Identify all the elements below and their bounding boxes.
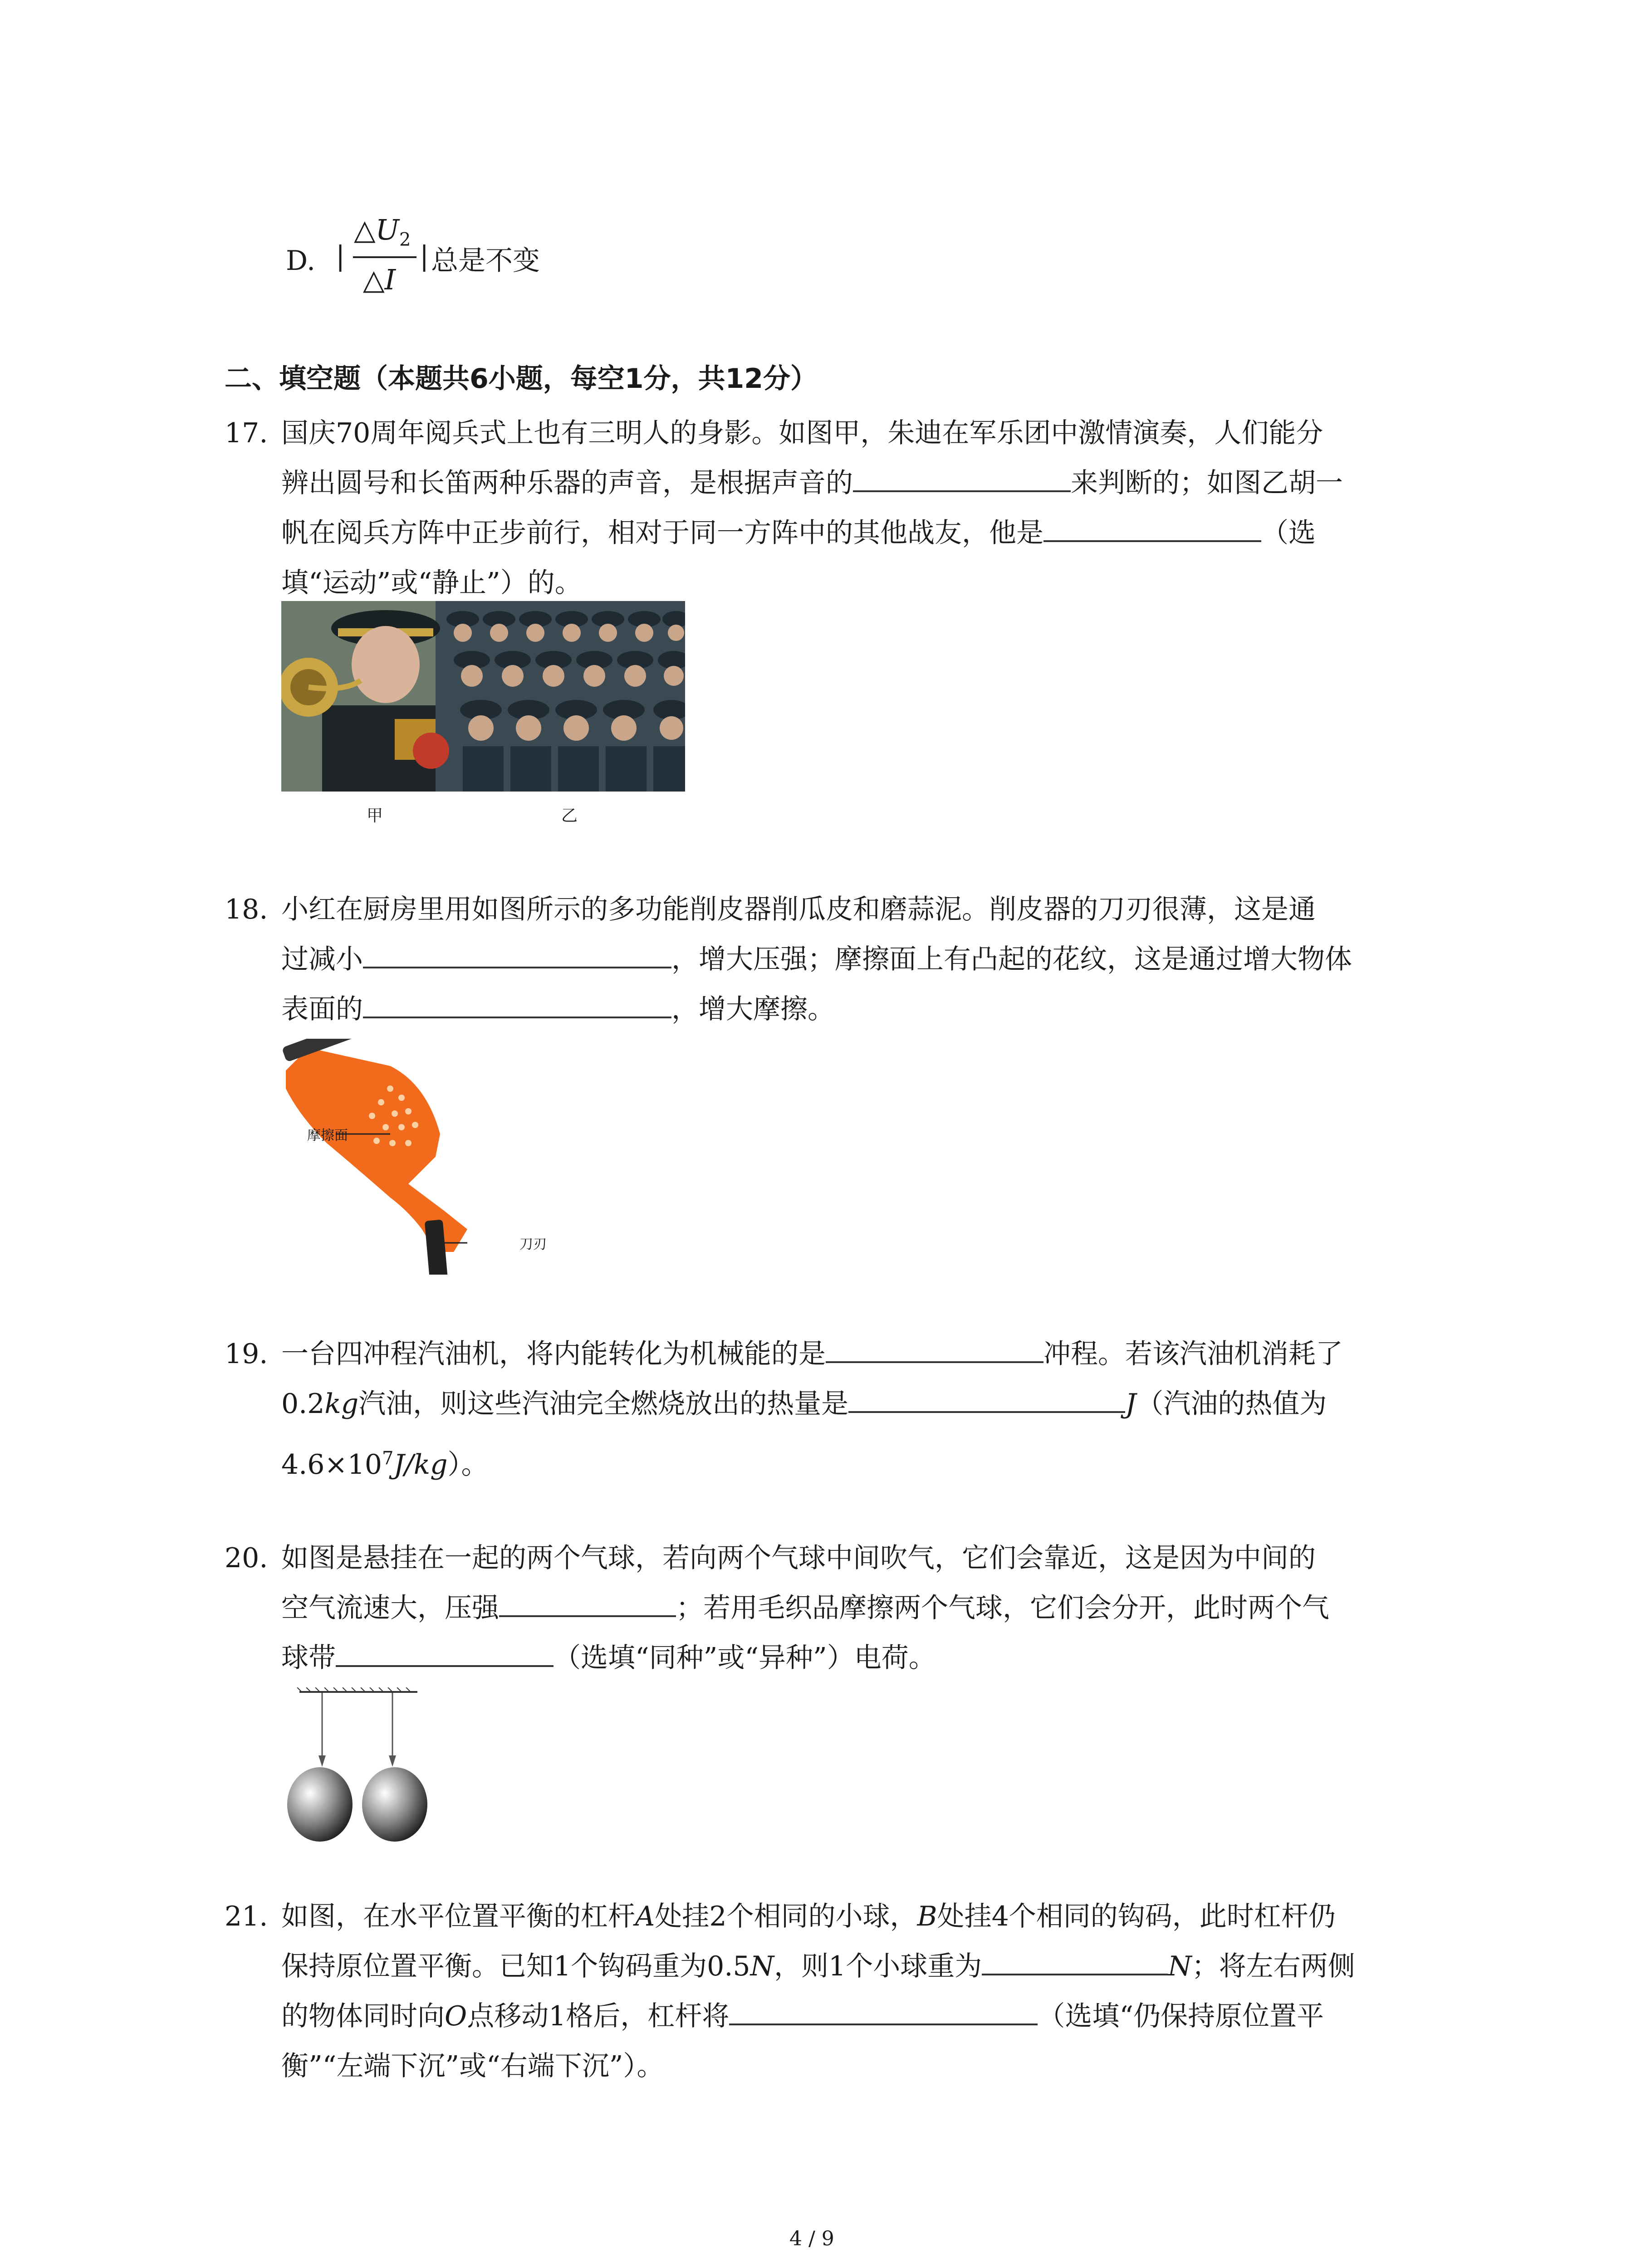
q21-blank-2[interactable]	[729, 1998, 1038, 2025]
peeler-label-blade: 刀刃	[519, 1237, 547, 1252]
option-d-text: 总是不变	[431, 245, 540, 277]
q18-blank-1[interactable]	[363, 941, 671, 968]
q20-blank-2[interactable]	[336, 1640, 554, 1667]
q18-blank-2[interactable]	[363, 991, 671, 1018]
option-d	[286, 236, 315, 286]
page-number: 4 / 9	[789, 2227, 834, 2250]
fraction-numerator: $\triangle U_2$	[354, 213, 411, 250]
photo-caption-right: 乙	[561, 807, 578, 825]
parade-photo	[281, 601, 685, 792]
fraction-line	[353, 256, 416, 258]
q19-line-3: $4.6\times 10^7J/kg$）。	[281, 1448, 489, 1481]
q18-line-2: 过减小 ，增大压强；摩擦面上有凸起的花纹，这是通过增大物体	[281, 934, 1352, 984]
section-title: 二、填空题（本题共6小题，每空1分，共12分）	[225, 363, 818, 395]
q17-blank-2[interactable]	[1043, 515, 1261, 542]
q20-number: 20.	[225, 1542, 268, 1574]
q21-line-4: 衡”“左端下沉”或“右端下沉”）。	[281, 2050, 664, 2082]
q21-blank-1[interactable]	[982, 1948, 1168, 1975]
q20-line-3: 球带 （选填“同种”或“异种”）电荷。	[281, 1633, 936, 1683]
fraction-denominator: △I	[363, 263, 396, 296]
option-d-label: D.	[286, 245, 316, 277]
q20-line-1: 如图是悬挂在一起的两个气球，若向两个气球中间吹气，它们会靠近，这是因为中间的	[281, 1542, 1316, 1574]
q21-number: 21.	[225, 1901, 268, 1932]
q20-line-2: 空气流速大，压强 ；若用毛织品摩擦两个气球，它们会分开，此时两个气	[281, 1583, 1329, 1633]
q19-blank-2[interactable]	[848, 1386, 1125, 1413]
option-d-fraction	[336, 213, 436, 304]
balloons-figure	[281, 1687, 436, 1851]
q17-blank-1[interactable]	[853, 465, 1071, 492]
q18-number: 18.	[225, 894, 268, 925]
q18-line-3: 表面的 ，增大摩擦。	[281, 984, 835, 1034]
q17-line-3: 帆在阅兵方阵中正步前行，相对于同一方阵中的其他战友，他是 （选	[281, 508, 1316, 558]
q18-line-1: 小红在厨房里用如图所示的多功能削皮器削瓜皮和磨蒜泥。削皮器的刀刃很薄，这是通	[281, 894, 1316, 925]
abs-bar-right: |	[420, 240, 429, 272]
q21-line-1: 如图，在水平位置平衡的杠杆A处挂2个相同的小球，B处挂4个相同的钩码，此时杠杆仍	[281, 1901, 1336, 1932]
abs-bar-left: |	[336, 240, 345, 272]
q19-line-1: 一台四冲程汽油机，将内能转化为机械能的是 冲程。若该汽油机消耗了	[281, 1329, 1343, 1379]
q19-blank-1[interactable]	[826, 1336, 1043, 1363]
q17-line-1: 国庆70周年阅兵式上也有三明人的身影。如图甲，朱迪在军乐团中激情演奏，人们能分	[281, 417, 1323, 449]
peeler-figure	[277, 1039, 558, 1275]
q20-blank-1[interactable]	[499, 1590, 676, 1617]
q19-line-2: 0.2kg汽油，则这些汽油完全燃烧放出的热量是 J（汽油的热值为	[281, 1379, 1327, 1429]
photo-caption-left: 甲	[367, 807, 383, 825]
q19-number: 19.	[225, 1338, 268, 1370]
peeler-label-surface: 摩擦面	[307, 1128, 348, 1144]
q17-line-2: 辨出圆号和长笛两种乐器的声音，是根据声音的 来判断的；如图乙胡一	[281, 458, 1343, 508]
q21-line-2: 保持原位置平衡。已知1个钩码重为0.5N，则1个小球重为 N；将左右两侧	[281, 1941, 1355, 1991]
q17-number: 17.	[225, 417, 268, 449]
q21-line-3: 的物体同时向O点移动1格后，杠杆将 （选填“仍保持原位置平	[281, 1991, 1324, 2041]
q17-line-4: 填“运动”或“静止”）的。	[281, 567, 582, 599]
